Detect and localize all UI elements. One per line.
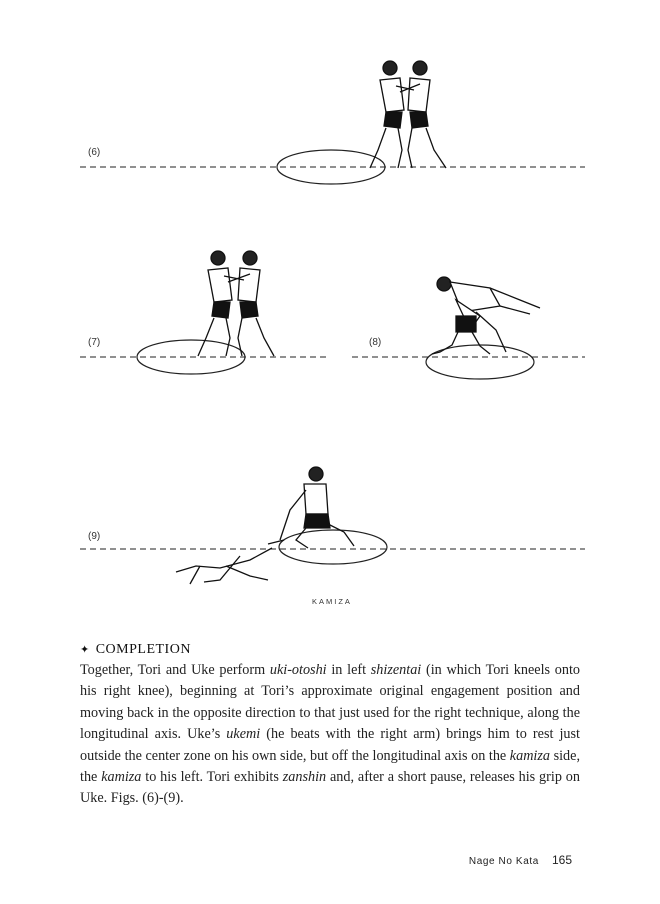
page-number: 165 xyxy=(551,853,572,867)
italic-term: kamiza xyxy=(509,747,550,764)
figure-label-8: (8) xyxy=(369,337,382,348)
running-title: Nage No Kata xyxy=(468,856,539,867)
paragraph-text: (he beats with the right arm) brings him to rest just outside the center zone on his own side, but off the longitudinal axis on the xyxy=(80,726,580,764)
page-footer xyxy=(469,853,572,867)
zone-ellipse-9 xyxy=(279,530,387,564)
italic-term: ukemi xyxy=(226,726,261,743)
section-heading-text: COMPLETION xyxy=(95,642,191,657)
figure-6-illustration xyxy=(80,61,585,184)
italic-term: zanshin xyxy=(282,769,327,786)
bullet-icon: ✦ xyxy=(80,644,90,656)
judoka-pair-8 xyxy=(432,277,540,354)
judoka-pair-7 xyxy=(198,251,274,356)
judoka-pair-6 xyxy=(370,61,446,168)
figure-label-6: (6) xyxy=(88,147,101,158)
body-paragraph xyxy=(80,660,580,810)
paragraph-text: Together, Tori and Uke perform xyxy=(80,662,270,678)
figure-8-illustration xyxy=(352,277,585,379)
figure-9-illustration xyxy=(80,467,585,584)
figure-7-illustration xyxy=(80,251,330,374)
paragraph-text: in left xyxy=(326,662,371,678)
kamiza-label: KAMIZA xyxy=(312,597,352,606)
italic-term: kamiza xyxy=(101,769,142,786)
paragraph-text: to his left. Tori exhibits xyxy=(141,769,283,786)
italic-term: uki-otoshi xyxy=(269,662,327,678)
completion-section xyxy=(80,642,580,810)
section-heading xyxy=(80,642,580,658)
paragraph-text: and, after a short pause, releases his grip on Uke. Figs. (6)-(9). xyxy=(80,769,580,807)
judoka-pair-9 xyxy=(176,467,354,584)
italic-term: shizentai xyxy=(370,662,422,678)
figure-label-9: (9) xyxy=(88,531,101,542)
paragraph-text: side, the xyxy=(80,747,580,786)
paragraph-text: (in which Tori kneels onto his right knee), beginning at Tori’s approximate original engagement position and moving back in the opposite direction to that just used for the right technique, along the longitudinal axis. Uke’s xyxy=(80,662,580,743)
figure-label-7: (7) xyxy=(88,337,101,348)
